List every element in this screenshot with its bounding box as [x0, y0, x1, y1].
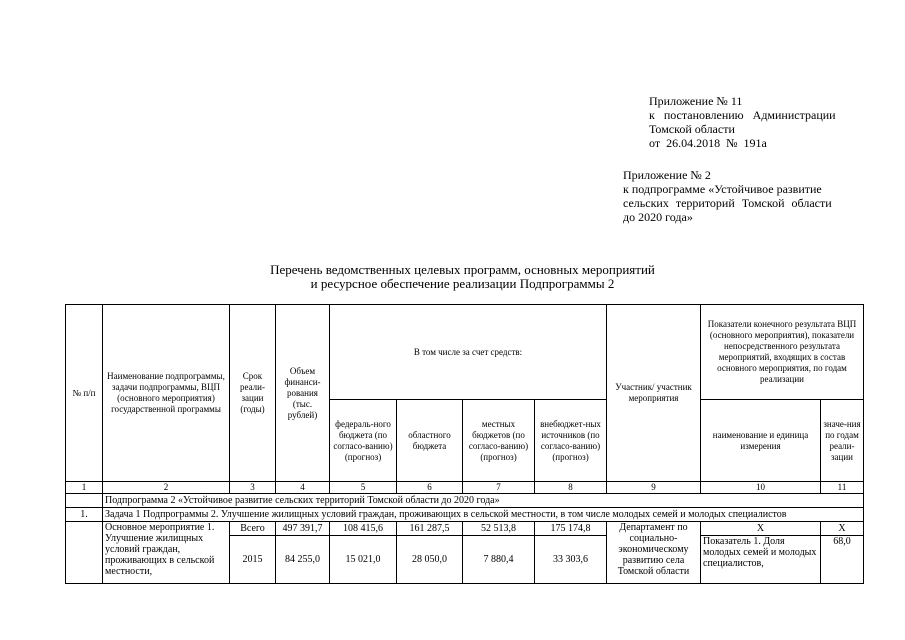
measure-name: Основное мероприятие 1. Улучшение жилищных условий граждан, проживающих в сельской местности, [103, 522, 230, 584]
header-extra: внебюджет-ных источников (по согласо-ванию) (прогноз) [535, 400, 607, 482]
header-indicators: Показатели конечного результата ВЦП (основного мероприятия), показатели непосредственного результата мероприятий, входящих в состав основного мероприятия, по годам реализации [701, 305, 864, 400]
header-name: Наименование подпрограммы, задачи подпрограммы, ВЦП (основного мероприятия) государственной программы [103, 305, 230, 482]
col-num-10: 10 [701, 482, 821, 494]
col-num-1: 1 [66, 482, 103, 494]
document-title-line1: Перечень ведомственных целевых программ, основных мероприятий [270, 262, 655, 277]
y2015-volume: 84 255,0 [276, 536, 330, 584]
document-title-line2: и ресурсное обеспечение реализации Подпрограммы 2 [310, 276, 615, 291]
col-num-7: 7 [463, 482, 535, 494]
y2015-extra: 33 303,6 [535, 536, 607, 584]
total-regional: 161 287,5 [397, 522, 463, 536]
header-period: Срок реали-зации (годы) [230, 305, 276, 482]
header-indicator-value: значе-ния по годам реали-зации [821, 400, 864, 482]
appendix-11-header [649, 94, 845, 150]
header-volume: Объем финанси-рования (тыс. рублей) [276, 305, 330, 482]
total-local: 52 513,8 [463, 522, 535, 536]
header-sources: В том числе за счет средств: [330, 305, 607, 400]
appendix-11-line4: от 26.04.2018 № 191а [649, 136, 767, 150]
col-num-9: 9 [607, 482, 701, 494]
appendix-2-line3: сельских территорий Томской области [623, 196, 832, 210]
col-num-8: 8 [535, 482, 607, 494]
appendix-11-line2: к постановлению Администрации [649, 108, 836, 122]
header-federal: федераль-ного бюджета (по согласо-ванию) (прогноз) [330, 400, 397, 482]
header-regional: областного бюджета [397, 400, 463, 482]
header-local: местных бюджетов (по согласо-ванию) (прогноз) [463, 400, 535, 482]
appendix-2-line1: Приложение № 2 [623, 168, 711, 182]
appendix-2-header [623, 168, 845, 224]
task-row [66, 508, 864, 522]
y2015-period: 2015 [230, 536, 276, 584]
col-num-11: 11 [821, 482, 864, 494]
total-extra: 175 174,8 [535, 522, 607, 536]
total-period: Всего [230, 522, 276, 536]
program-table [65, 304, 864, 584]
total-indicator-name: X [701, 522, 821, 536]
appendix-2-line2: к подпрограмме «Устойчивое развитие [623, 182, 822, 196]
appendix-11-line3: Томской области [649, 122, 735, 136]
total-volume: 497 391,7 [276, 522, 330, 536]
header-row-1 [66, 305, 864, 400]
y2015-local: 7 880,4 [463, 536, 535, 584]
header-participant: Участник/ участник мероприятия [607, 305, 701, 482]
header-num: № п/п [66, 305, 103, 482]
col-num-5: 5 [330, 482, 397, 494]
measure-participant: Департамент по социально-экономическому развитию села Томской области [607, 522, 701, 584]
col-num-2: 2 [103, 482, 230, 494]
measure-total-row [66, 522, 864, 536]
total-indicator-value: X [821, 522, 864, 536]
y2015-indicator-name: Показатель 1. Доля молодых семей и молодых специалистов, [701, 536, 821, 584]
y2015-federal: 15 021,0 [330, 536, 397, 584]
col-num-3: 3 [230, 482, 276, 494]
y2015-regional: 28 050,0 [397, 536, 463, 584]
appendix-2-line4: до 2020 года» [623, 210, 693, 224]
header-indicator-name: наименование и единица измерения [701, 400, 821, 482]
subprogram-title: Подпрограмма 2 «Устойчивое развитие сельских территорий Томской области до 2020 года» [103, 494, 864, 508]
appendix-11-line1: Приложение № 11 [649, 94, 743, 108]
y2015-indicator-value: 68,0 [821, 536, 864, 584]
col-num-6: 6 [397, 482, 463, 494]
task-title: Задача 1 Подпрограммы 2. Улучшение жилищных условий граждан, проживающих в сельской местности, в том числе молодых семей и молодых специалистов [103, 508, 864, 522]
col-num-4: 4 [276, 482, 330, 494]
column-number-row [66, 482, 864, 494]
task-number: 1. [66, 508, 103, 522]
subprogram-row [66, 494, 864, 508]
total-federal: 108 415,6 [330, 522, 397, 536]
